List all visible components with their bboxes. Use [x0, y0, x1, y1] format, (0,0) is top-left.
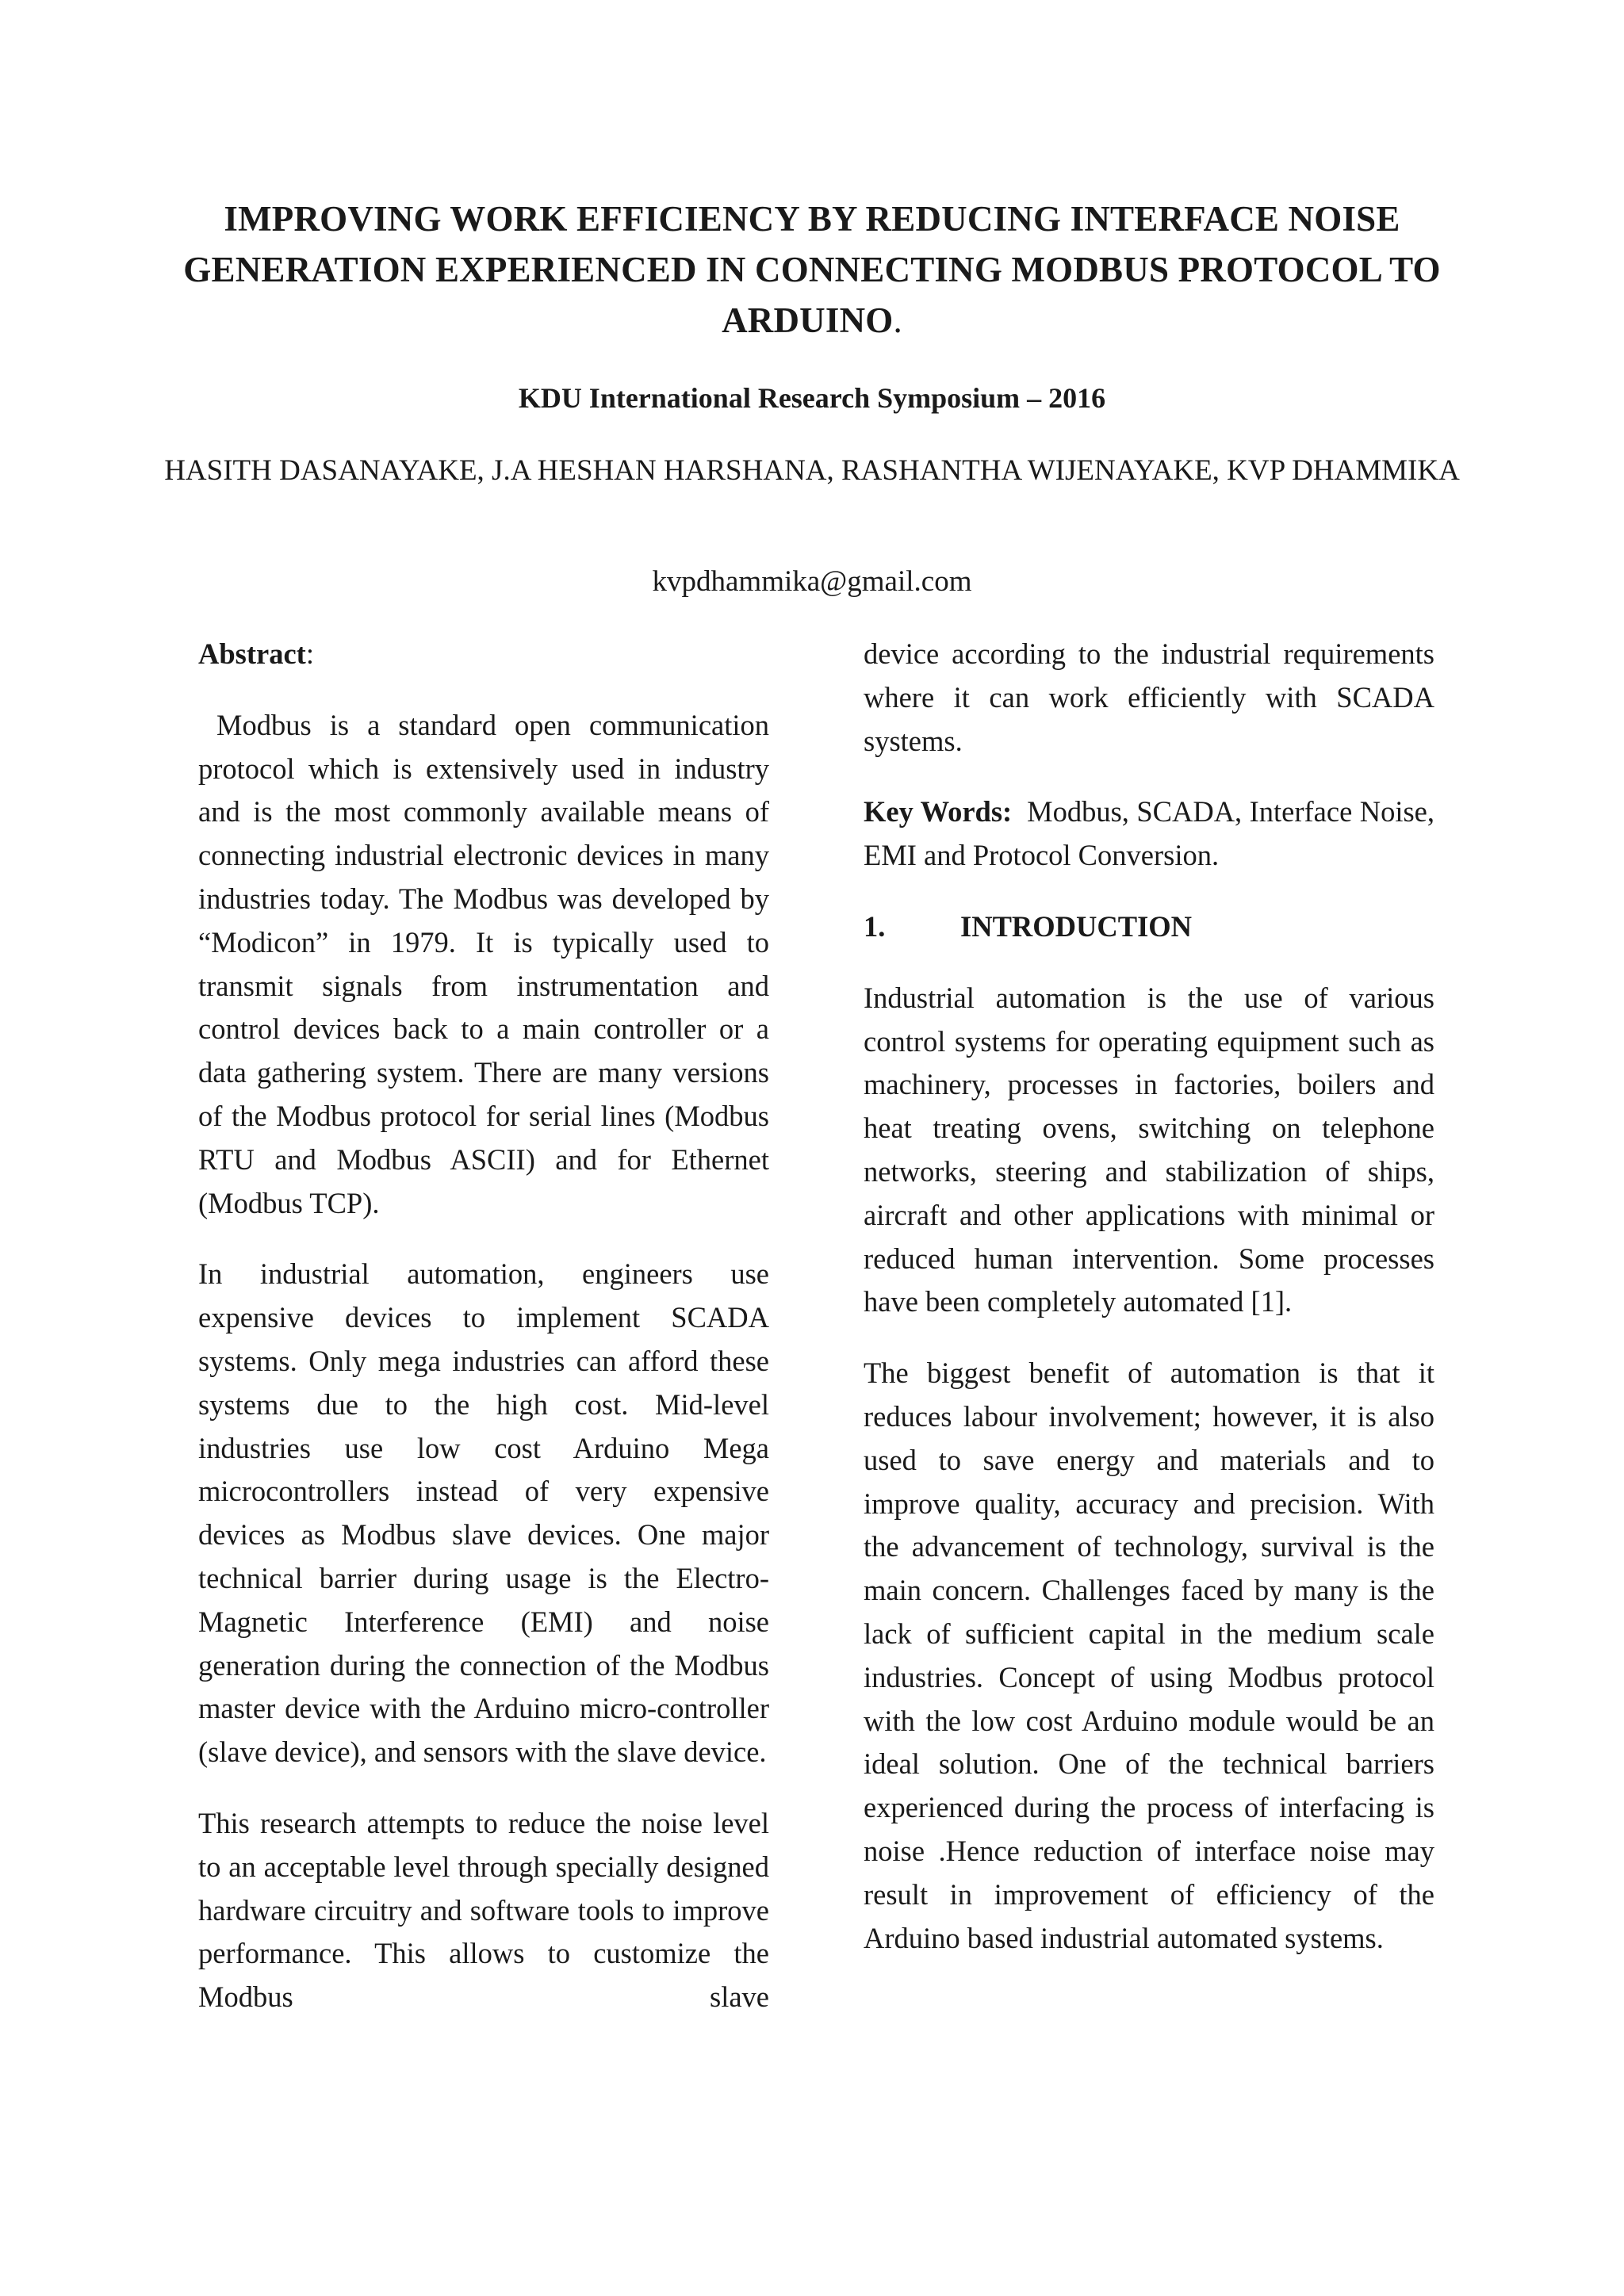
paper-title-text: IMPROVING WORK EFFICIENCY BY REDUCING INTERFACE NOISE GENERATION EXPERIENCED IN CONNECTING MODBUS PROTOCOL TO ARDUINO [183, 199, 1441, 340]
keywords-text: Modbus, SCADA, Interface Noise, EMI and Protocol Conversion. [864, 795, 1434, 872]
abstract-paragraph-continued: device according to the industrial requirements where it can work efficiently with SCADA systems. [864, 637, 1434, 757]
author-email: kvpdhammika@gmail.com [652, 565, 972, 598]
paper-title [143, 193, 1481, 346]
abstract-paragraph [198, 704, 769, 1226]
keywords [864, 790, 1434, 878]
section-number: 1. [864, 909, 886, 943]
section-title: INTRODUCTION [960, 909, 1193, 943]
introduction-paragraph: The biggest benefit of automation is that it reduces labour involvement; however, it is also used to save energy and materials and to improve quality, accuracy and precision. With the advancement of technology, survival is the main concern. Challenges faced by many is the lack of sufficient capital in the medium scale industries. Concept of using Modbus protocol with the low cost Arduino module would be an ideal solution. One of the technical barriers experienced during the process of interfacing is noise .Hence reduction of interface noise may result in improvement of efficiency of the Arduino based industrial automated systems. [864, 1357, 1434, 1954]
introduction-paragraph: Industrial automation is the use of various control systems for operating equipment such as machinery, processes in factories, boilers and heat treating ovens, switching on telephone networks, steering and stabilization of ships, aircraft and other applications with minimal or reduced human intervention. Some processes have been completely automated [1]. [864, 981, 1434, 1318]
abstract-heading [198, 633, 769, 676]
left-column [198, 633, 769, 2047]
right-column [864, 633, 1434, 1988]
abstract-heading-colon: : [305, 637, 314, 670]
abstract-paragraph: In industrial automation, engineers use expensive devices to implement SCADA systems. Only mega industries can afford these systems due to the high cost. Mid-level industries use low cost Arduino Mega microcontrollers instead of very expensive devices as Modbus slave devices. One major technical barrier during usage is the Electro-Magnetic Interference (EMI) and noise generation during the connection of the Modbus master device with the Arduino micro-controller (slave device), and sensors with the slave device. [198, 1257, 769, 1769]
author-list: HASITH DASANAYAKE, J.A HESHAN HARSHANA, RASHANTHA WIJENAYAKE, KVP DHAMMIKA [164, 454, 1460, 487]
section-heading-introduction [864, 905, 1434, 949]
abstract-paragraph: This research attempts to reduce the noise level to an acceptable level through specially designed hardware circuitry and software tools to improve performance. This allows to customize the Modbus slave [198, 1806, 769, 2014]
symposium-name: KDU International Research Symposium – 2016 [518, 382, 1106, 414]
abstract-heading-label: Abstract [198, 637, 306, 670]
abstract-paragraph-text: Modbus is a standard open communication protocol which is extensively used in industry and is the most commonly available means of connecting industrial electronic devices in many industries today. The Modbus was developed by “Modicon” in 1979. It is typically used to transmit signals from instrumentation and control devices back to a main controller or a data gathering system. There are many versions of the Modbus protocol for serial lines (Modbus RTU and Modbus ASCII) and for Ethernet (Modbus TCP). [198, 708, 769, 1219]
paper-title-period: . [893, 300, 902, 340]
keywords-label: Key Words: [864, 795, 1013, 828]
